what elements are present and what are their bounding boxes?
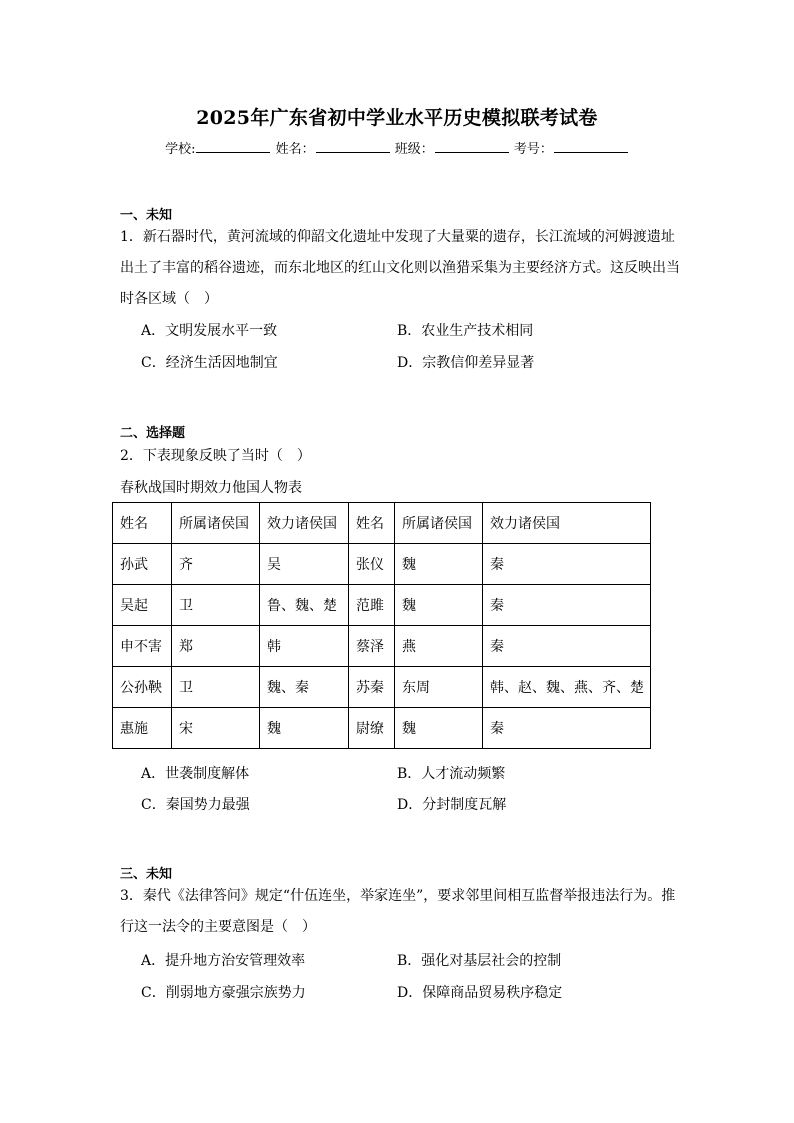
question-1-stem — [120, 222, 680, 315]
table-cell: 秦 — [483, 544, 651, 585]
table-header-cell: 所属诸侯国 — [395, 503, 483, 544]
name-label: 姓名： — [275, 142, 315, 157]
question-line: 1．新石器时代，黄河流域的仰韶文化遗址中发现了大量粟的遗存，长江流域的河姆渡遗址 — [120, 229, 675, 245]
table-cell: 苏秦 — [349, 667, 395, 708]
table-header-cell: 效力诸侯国 — [483, 503, 651, 544]
table-row — [113, 626, 651, 667]
q3-option-d[interactable]: D．保障商品贸易秩序稳定 — [397, 985, 563, 1001]
table-row — [113, 585, 651, 626]
table-cell: 尉缭 — [349, 708, 395, 749]
section-heading: 三、未知 — [120, 867, 173, 882]
table-cell: 魏 — [395, 585, 483, 626]
table-row — [113, 667, 651, 708]
table-cell: 范雎 — [349, 585, 395, 626]
q3-option-c[interactable]: C．削弱地方豪强宗族势力 — [141, 985, 306, 1001]
school-label: 学校: — [165, 142, 196, 157]
q3-option-a[interactable]: A．提升地方治安管理效率 — [141, 953, 306, 969]
q3-option-b[interactable]: B．强化对基层社会的控制 — [397, 953, 562, 969]
section-heading: 一、未知 — [120, 208, 173, 223]
q1-option-c[interactable]: C．经济生活因地制宜 — [141, 355, 278, 371]
table-cell: 魏 — [260, 708, 349, 749]
table-cell: 燕 — [395, 626, 483, 667]
table-cell: 宋 — [172, 708, 260, 749]
class-blank[interactable] — [435, 140, 509, 153]
table-cell: 秦 — [483, 626, 651, 667]
table-cell: 张仪 — [349, 544, 395, 585]
question-3-stem — [120, 881, 680, 943]
table-cell: 郑 — [172, 626, 260, 667]
question-line: 3．秦代《法律答问》规定“什伍连坐，举家连坐”，要求邻里间相互监督举报违法行为。推 — [120, 888, 676, 904]
question-2-stem: 2．下表现象反映了当时（ ） — [120, 448, 311, 464]
question-line: 行这一法令的主要意图是（ ） — [120, 919, 316, 935]
figures-table — [112, 502, 651, 749]
table-cell: 魏 — [395, 708, 483, 749]
table-header-row — [113, 503, 651, 544]
table-cell: 吴起 — [113, 585, 172, 626]
table-row — [113, 708, 651, 749]
table-header-cell: 姓名 — [349, 503, 395, 544]
q2-option-c[interactable]: C．秦国势力最强 — [141, 797, 250, 813]
table-cell: 卫 — [172, 667, 260, 708]
table-cell: 东周 — [395, 667, 483, 708]
table-header-cell: 所属诸侯国 — [172, 503, 260, 544]
q2-option-a[interactable]: A．世袭制度解体 — [141, 766, 250, 782]
table-cell: 惠施 — [113, 708, 172, 749]
q1-option-a[interactable]: A．文明发展水平一致 — [141, 323, 278, 339]
table-cell: 魏、秦 — [260, 667, 349, 708]
table-header-cell: 姓名 — [113, 503, 172, 544]
name-blank[interactable] — [316, 140, 390, 153]
q1-option-d[interactable]: D．宗教信仰差异显著 — [397, 355, 535, 371]
table-caption: 春秋战国时期效力他国人物表 — [120, 480, 302, 496]
section-heading: 二、选择题 — [120, 426, 186, 441]
table-header-cell: 效力诸侯国 — [260, 503, 349, 544]
table-cell: 公孙鞅 — [113, 667, 172, 708]
question-line: 时各区域（ ） — [120, 291, 218, 307]
number-blank[interactable] — [554, 140, 628, 153]
class-label: 班级： — [394, 142, 434, 157]
table-cell: 秦 — [483, 585, 651, 626]
table-cell: 齐 — [172, 544, 260, 585]
school-blank[interactable] — [196, 140, 270, 153]
student-info-line — [0, 138, 794, 157]
table-cell: 韩、赵、魏、燕、齐、楚 — [483, 667, 651, 708]
table-row — [113, 544, 651, 585]
q1-option-b[interactable]: B．农业生产技术相同 — [397, 323, 534, 339]
question-line: 出土了丰富的稻谷遗迹，而东北地区的红山文化则以渔猎采集为主要经济方式。这反映出当 — [120, 260, 680, 276]
number-label: 考号： — [513, 142, 553, 157]
table-cell: 韩 — [260, 626, 349, 667]
table-cell: 秦 — [483, 708, 651, 749]
q2-option-b[interactable]: B．人才流动频繁 — [397, 766, 506, 782]
q2-option-d[interactable]: D．分封制度瓦解 — [397, 797, 507, 813]
table-cell: 申不害 — [113, 626, 172, 667]
table-cell: 卫 — [172, 585, 260, 626]
page-title: 2025年广东省初中学业水平历史模拟联考试卷 — [196, 107, 598, 129]
table-cell: 蔡泽 — [349, 626, 395, 667]
table-cell: 吴 — [260, 544, 349, 585]
table-cell: 鲁、魏、楚 — [260, 585, 349, 626]
table-cell: 孙武 — [113, 544, 172, 585]
table-cell: 魏 — [395, 544, 483, 585]
